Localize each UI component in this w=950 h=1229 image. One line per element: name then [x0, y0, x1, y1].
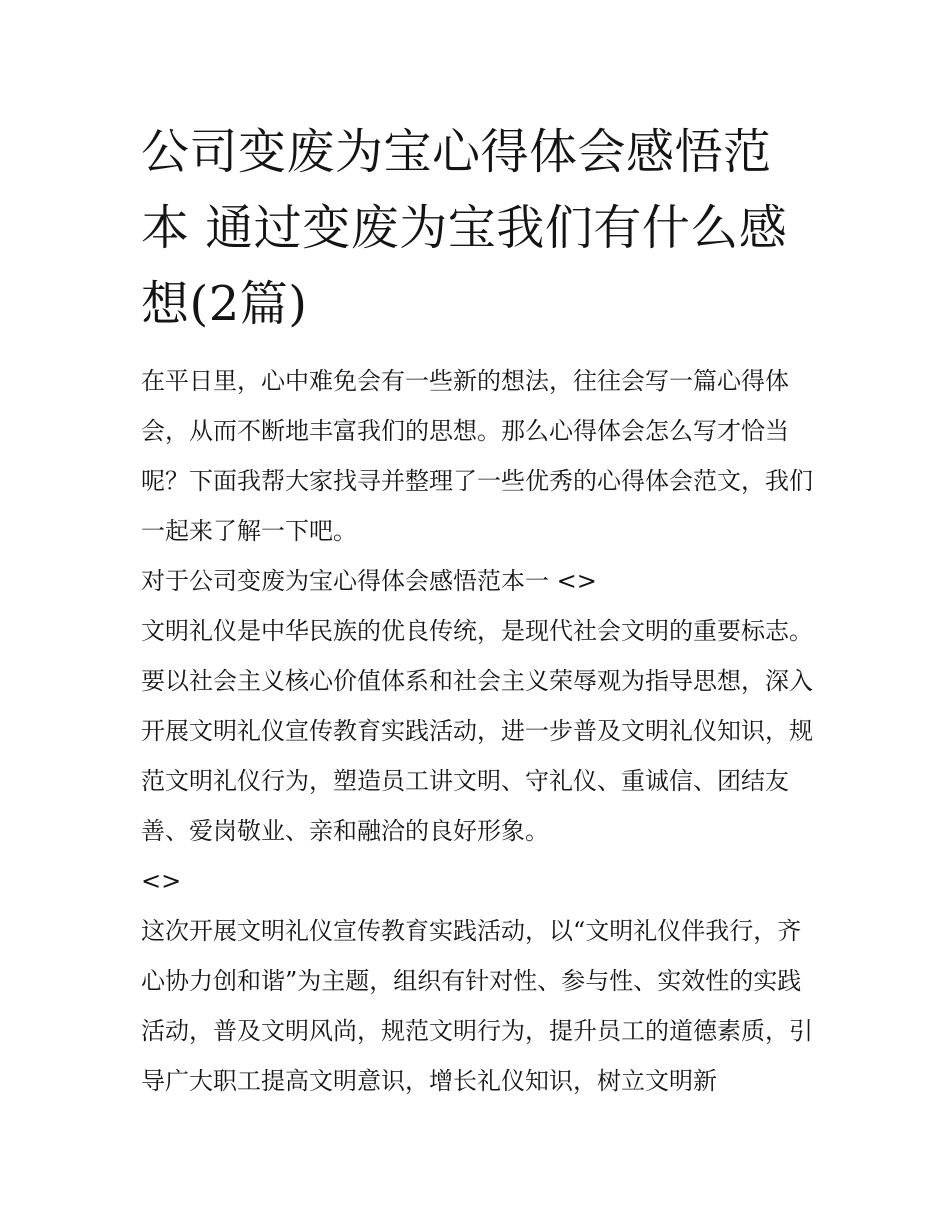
- body-paragraph-1: 文明礼仪是中华民族的优良传统，是现代社会文明的重要标志。要以社会主义核心价值体系和社会主义荣辱观为指导思想，深入开展文明礼仪宣传教育实践活动，进一步普及文明礼仪知识，规范文明礼仪行为，塑造员工讲文明、守礼仪、重诚信、团结友善、爱岗敬业、亲和融洽的良好形象。: [141, 617, 813, 845]
- empty-marker: <>: [141, 867, 182, 895]
- document-title: 公司变废为宝心得体会感悟范本 通过变废为宝我们有什么感想(2篇): [141, 124, 788, 332]
- intro-paragraph: 在平日里，心中难免会有一些新的想法，往往会写一篇心得体会，从而不断地丰富我们的思想。那么心得体会怎么写才恰当呢？下面我帮大家找寻并整理了一些优秀的心得体会范文，我们一起来了解一下吧。: [141, 367, 813, 545]
- section-heading: 对于公司变废为宝心得体会感悟范本一 <>: [141, 567, 597, 595]
- body-paragraph-2: 这次开展文明礼仪宣传教育实践活动，以“文明礼仪伴我行，齐心协力创和谐”为主题，组织有针对性、参与性、实效性的实践活动，普及文明风尚，规范文明行为，提升员工的道德素质，引导广大职工提高文明意识，增长礼仪知识，树立文明新: [141, 917, 813, 1095]
- document-body: [141, 114, 813, 1106]
